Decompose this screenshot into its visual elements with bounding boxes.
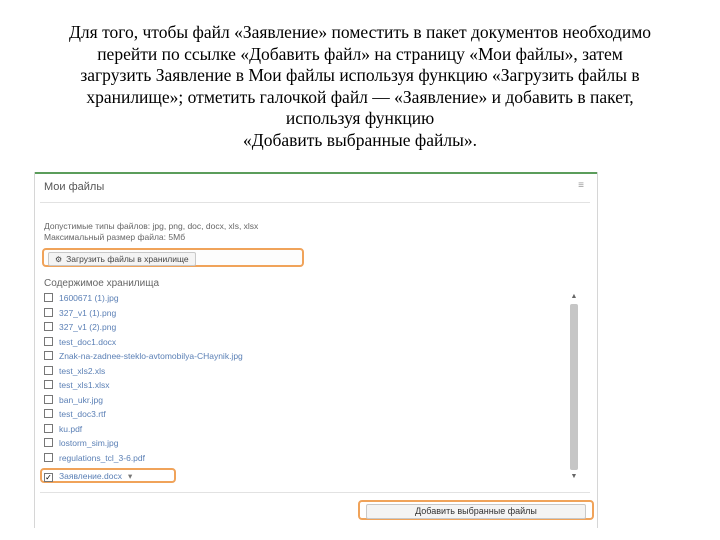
instructions-text bbox=[14, 22, 706, 151]
chevron-down-icon[interactable]: ▾ bbox=[127, 471, 133, 481]
list-item[interactable] bbox=[44, 365, 105, 377]
list-item[interactable] bbox=[44, 423, 82, 435]
list-item[interactable] bbox=[44, 321, 116, 333]
allowed-types-text: Допустимые типы файлов: jpg, png, doc, docx, xls, xlsx bbox=[44, 221, 259, 231]
checkbox[interactable] bbox=[44, 424, 53, 433]
checkbox[interactable] bbox=[44, 395, 53, 404]
checkbox[interactable] bbox=[44, 293, 53, 302]
max-size-text: Максимальный размер файла: 5Мб bbox=[44, 232, 186, 242]
list-item[interactable] bbox=[44, 350, 243, 362]
list-item[interactable] bbox=[44, 437, 119, 449]
collapse-icon[interactable]: ≡ bbox=[578, 180, 584, 191]
scroll-down-icon[interactable]: ▼ bbox=[570, 473, 578, 480]
instructions-line: «Добавить выбранные файлы». bbox=[243, 129, 477, 150]
file-name: 1600671 (1).jpg bbox=[59, 293, 119, 303]
file-name: 327_v1 (2).png bbox=[59, 322, 117, 332]
upload-files-label: Загрузить файлы в хранилище bbox=[66, 254, 189, 264]
divider bbox=[40, 202, 590, 203]
file-name: 327_v1 (1).png bbox=[59, 307, 117, 318]
list-item[interactable] bbox=[44, 408, 106, 420]
file-name: Znak-na-zadnee-steklo-avtomobilya-CHaynik.jpg bbox=[59, 351, 243, 361]
list-item[interactable] bbox=[44, 292, 119, 304]
checkbox[interactable] bbox=[44, 337, 53, 346]
panel-border bbox=[34, 172, 35, 528]
checkbox[interactable] bbox=[44, 453, 53, 462]
list-item[interactable] bbox=[44, 307, 116, 319]
instructions-line: Для того, чтобы файл «Заявление» поместить в пакет документов необходимо bbox=[68, 22, 652, 42]
file-name: test_doc3.rtf bbox=[59, 409, 106, 419]
checkbox[interactable] bbox=[44, 366, 53, 375]
checkbox[interactable] bbox=[44, 308, 53, 317]
list-item[interactable] bbox=[44, 394, 103, 406]
file-name: ban_ukr.jpg bbox=[59, 394, 103, 405]
scrollbar[interactable] bbox=[569, 292, 579, 482]
checkbox[interactable] bbox=[44, 322, 53, 331]
list-item[interactable] bbox=[44, 379, 110, 391]
add-selected-files-label: Добавить выбранные файлы bbox=[366, 504, 586, 519]
instructions-line: перейти по ссылке «Добавить файл» на страницу «Мои файлы», затем bbox=[97, 43, 623, 64]
divider bbox=[40, 492, 590, 493]
storage-title: Содержимое хранилища bbox=[44, 278, 160, 289]
scrollbar-thumb[interactable] bbox=[570, 304, 578, 470]
file-name: test_xls2.xls bbox=[59, 365, 106, 376]
list-item[interactable] bbox=[44, 452, 145, 464]
add-selected-files-button[interactable] bbox=[358, 500, 594, 520]
checkbox-checked[interactable]: ✓ bbox=[45, 473, 52, 482]
checkbox[interactable] bbox=[44, 438, 53, 447]
file-name: lostorm_sim.jpg bbox=[59, 438, 119, 448]
file-name: regulations_tcl_3-6.pdf bbox=[59, 452, 146, 463]
file-name: Заявление.docx bbox=[59, 471, 122, 481]
file-name: ku.pdf bbox=[59, 423, 83, 434]
file-name: test_xls1.xlsx bbox=[59, 380, 110, 390]
instructions-line: хранилище»; отметить галочкой файл — «Заявление» и добавить в пакет, bbox=[86, 86, 634, 107]
panel-border bbox=[597, 172, 598, 528]
checkbox[interactable] bbox=[44, 351, 53, 360]
panel-title: Мои файлы bbox=[44, 181, 105, 193]
checkbox[interactable] bbox=[44, 380, 53, 389]
checkbox[interactable] bbox=[44, 409, 53, 418]
my-files-panel bbox=[34, 172, 598, 528]
upload-icon: ⚙ bbox=[55, 255, 63, 264]
instructions-line: используя функцию bbox=[285, 108, 435, 128]
file-name: test_doc1.docx bbox=[59, 336, 117, 347]
list-item[interactable] bbox=[44, 336, 116, 348]
scroll-up-icon[interactable]: ▲ bbox=[570, 293, 578, 300]
instructions-line: загрузить Заявление в Мои файлы используя функцию «Загрузить файлы в bbox=[80, 65, 640, 85]
panel-accent-line bbox=[34, 172, 598, 174]
selected-file-item[interactable] bbox=[44, 470, 132, 482]
upload-files-button[interactable] bbox=[42, 248, 304, 267]
